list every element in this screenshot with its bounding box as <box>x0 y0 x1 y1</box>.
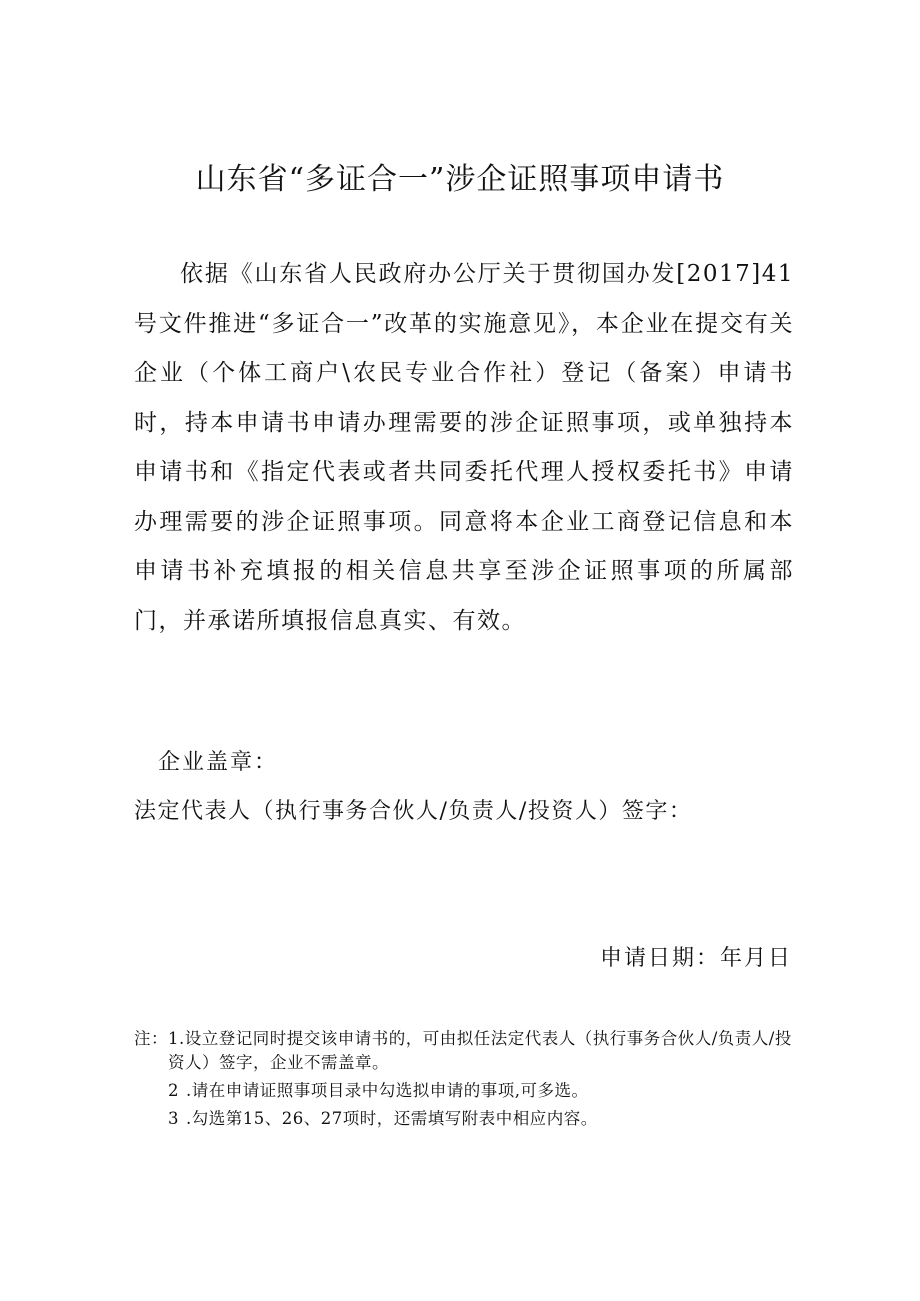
note-item-1 <box>134 1027 796 1075</box>
document-title: 山东省“多证合一”涉企证照事项申请书 <box>195 162 725 197</box>
note-text: .请在申请证照事项目录中勾选拟申请的事项,可多选。 <box>186 1081 589 1100</box>
note-item-2 <box>134 1079 796 1103</box>
note-number: 1. <box>168 1029 185 1048</box>
legal-representative-signature-label: 法定代表人（执行事务合伙人/负责人/投资人）签字： <box>134 799 693 824</box>
application-date-label: 申请日期：年月日 <box>599 946 792 971</box>
note-text: 设立登记同时提交该申请书的，可由拟任法定代表人（执行事务合伙人/负责人/投资人）签字，企业不需盖章。 <box>168 1029 792 1072</box>
application-statement: 依据《山东省人民政府办公厅关于贯彻国办发[2017]41号文件推进“多证合一”改革的实施意见》，本企业在提交有关企业（个体工商户\农民专业合作社）登记（备案）申请书时，持本申请书申请办理需要的涉企证照事项，或单独持本申请书和《指定代表或者共同委托代理人授权委托书》申请办理需要的涉企证照事项。同意将本企业工商登记信息和本申请书补充填报的相关信息共享至涉企证照事项的所属部门，并承诺所填报信息真实、有效。 <box>134 261 794 634</box>
note-number: 3 <box>168 1109 179 1128</box>
note-item-3 <box>134 1107 796 1131</box>
notes-section <box>134 1027 796 1131</box>
company-seal-label: 企业盖章： <box>158 750 279 775</box>
note-text: .勾选第15、26、27项时，还需填写附表中相应内容。 <box>186 1109 598 1128</box>
note-item-1-content <box>168 1027 796 1075</box>
notes-prefix: 注： <box>134 1029 168 1048</box>
note-number: 2 <box>168 1081 179 1100</box>
